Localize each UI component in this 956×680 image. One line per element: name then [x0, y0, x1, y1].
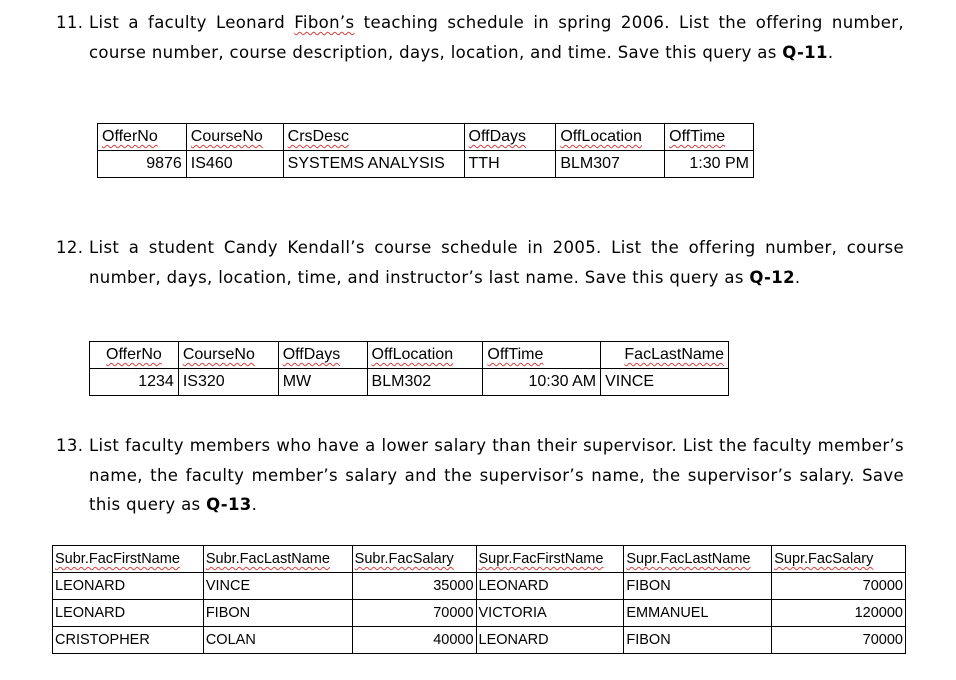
table-header-row: [53, 546, 906, 573]
question-text: List a faculty Leonard Fibon’s teaching schedule in spring 2006. List the offering number, course number, course description, days, location, and time. Save this query as Q-11.: [89, 13, 905, 62]
column-header: OffLocation: [367, 342, 483, 369]
table-cell: 9876: [98, 151, 187, 178]
table-cell: 40000: [352, 627, 476, 654]
table-cell: 70000: [772, 627, 906, 654]
column-header: Supr.FacSalary: [772, 546, 906, 573]
table-cell: LEONARD: [53, 600, 204, 627]
column-header: FacLastName: [601, 342, 729, 369]
table-cell: FIBON: [624, 573, 772, 600]
query-name: Q-11: [782, 42, 828, 62]
spell-flagged-word: Fibon’s: [294, 13, 355, 32]
table-row: [53, 627, 906, 654]
q12-result-table: [89, 341, 729, 396]
column-header: Supr.FacLastName: [624, 546, 772, 573]
table-cell: 35000: [352, 573, 476, 600]
query-name: Q-12: [749, 267, 795, 287]
column-header: OffDays: [278, 342, 367, 369]
table-cell: LEONARD: [476, 573, 624, 600]
table-row: [98, 151, 754, 178]
column-header: CourseNo: [178, 342, 278, 369]
column-header: Subr.FacSalary: [352, 546, 476, 573]
table-cell: SYSTEMS ANALYSIS: [283, 151, 464, 178]
column-header: CourseNo: [186, 124, 283, 151]
question-12: [56, 233, 904, 292]
q13-result-table: [52, 545, 906, 654]
column-header: Supr.FacFirstName: [476, 546, 624, 573]
table-cell: EMMANUEL: [624, 600, 772, 627]
column-header: OffTime: [665, 124, 754, 151]
column-header: OffLocation: [556, 124, 665, 151]
table-header-row: [90, 342, 729, 369]
column-header: Subr.FacFirstName: [53, 546, 204, 573]
table-cell: 120000: [772, 600, 906, 627]
table-cell: BLM307: [556, 151, 665, 178]
table-row: [53, 573, 906, 600]
table-cell: LEONARD: [476, 627, 624, 654]
query-name: Q-13: [206, 495, 252, 514]
table-cell: 1234: [90, 369, 179, 396]
column-header: OffTime: [483, 342, 601, 369]
table-cell: VINCE: [203, 573, 352, 600]
question-13: [56, 431, 904, 520]
question-number: 11.: [56, 13, 84, 32]
column-header: OffDays: [464, 124, 556, 151]
table-cell: IS460: [186, 151, 283, 178]
question-11: [56, 8, 904, 67]
table-cell: 1:30 PM: [665, 151, 754, 178]
table-cell: 10:30 AM: [483, 369, 601, 396]
question-number: 13.: [56, 436, 84, 455]
table-cell: VICTORIA: [476, 600, 624, 627]
column-header: Subr.FacLastName: [203, 546, 352, 573]
table-cell: TTH: [464, 151, 556, 178]
table-cell: 70000: [352, 600, 476, 627]
column-header: OfferNo: [90, 342, 179, 369]
table-cell: BLM302: [367, 369, 483, 396]
q11-result-table: [97, 123, 754, 178]
question-text: List faculty members who have a lower salary than their supervisor. List the faculty member’s name, the faculty member’s salary and the supervisor’s name, the supervisor’s salary. Save this query as Q-13.: [89, 436, 904, 514]
column-header: OfferNo: [98, 124, 187, 151]
table-cell: COLAN: [203, 627, 352, 654]
table-cell: FIBON: [624, 627, 772, 654]
question-text: List a student Candy Kendall’s course schedule in 2005. List the offering number, course number, days, location, time, and instructor’s last name. Save this query as Q-12.: [89, 238, 904, 287]
table-cell: FIBON: [203, 600, 352, 627]
table-cell: CRISTOPHER: [53, 627, 204, 654]
table-cell: 70000: [772, 573, 906, 600]
table-row: [53, 600, 906, 627]
table-cell: VINCE: [601, 369, 729, 396]
table-header-row: [98, 124, 754, 151]
table-row: [90, 369, 729, 396]
question-number: 12.: [56, 238, 84, 257]
table-cell: MW: [278, 369, 367, 396]
table-cell: IS320: [178, 369, 278, 396]
table-cell: LEONARD: [53, 573, 204, 600]
column-header: CrsDesc: [283, 124, 464, 151]
